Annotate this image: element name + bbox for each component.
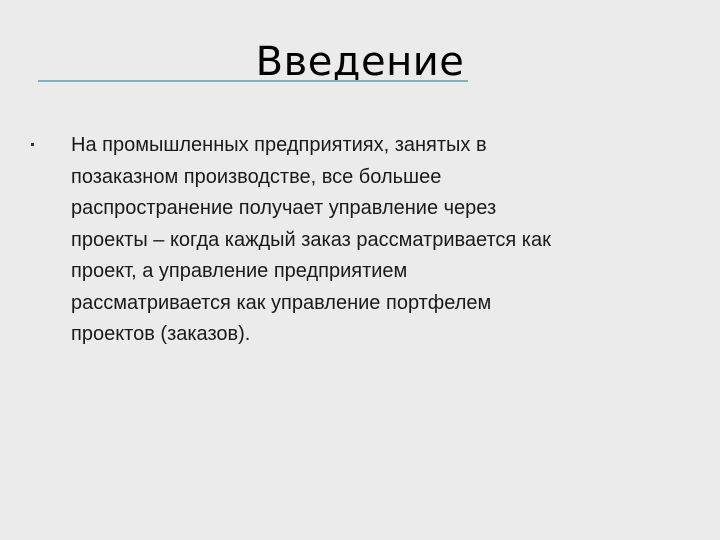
- bullet-text-line: проект, а управление предприятием: [71, 260, 408, 282]
- bullet-item: [28, 130, 688, 351]
- bullet-text-line: проектов (заказов).: [71, 323, 251, 345]
- bullet-text-line: распространение получает управление через: [71, 197, 497, 219]
- bullet-text-line: позаказном производстве, все большее: [71, 165, 442, 188]
- bullet-text-line: рассматривается как управление портфелем: [71, 291, 492, 314]
- title-underline: [38, 80, 468, 82]
- bullet-list: [28, 130, 688, 351]
- bullet-text-line: проекты – когда каждый заказ рассматривается как: [71, 228, 551, 251]
- bullet-text-line: На промышленных предприятиях, занятых в: [71, 134, 487, 156]
- slide-title: Введение: [255, 39, 465, 85]
- bullet-marker-icon: [31, 143, 34, 146]
